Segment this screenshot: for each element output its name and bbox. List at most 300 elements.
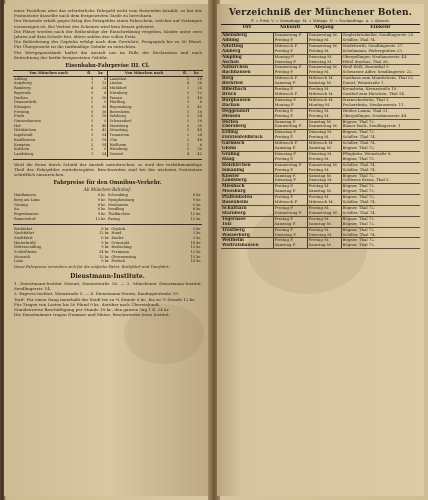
table-cell: 12 kr. bbox=[95, 216, 106, 221]
dienst-line: Tarif: Für einen Gang innerhalb der Stadt bis zu ¼ Stunde 6 kr., bis zu ½ Stunde 12 kr. bbox=[14, 296, 196, 302]
table-cell: Schiller, Thal 74. bbox=[342, 140, 376, 146]
table-cell: Dachau bbox=[221, 103, 273, 108]
table-cell: 48 bbox=[197, 95, 202, 100]
table-cell: Passau bbox=[108, 96, 180, 101]
table-cell: Donnerstag F. bbox=[273, 211, 307, 216]
table-cell: Dienstag M. bbox=[307, 54, 341, 59]
table-cell: Freitag F. bbox=[273, 206, 307, 211]
table-cell: Bernried bbox=[221, 81, 273, 86]
table-cell: Grafing bbox=[221, 151, 273, 156]
table-cell: Hôtel Stachus, Thal 28. bbox=[341, 60, 420, 65]
table-cell: Hund bbox=[111, 231, 122, 236]
table-cell: Samstag M. bbox=[307, 173, 341, 178]
table-cell: Mittersendling bbox=[14, 245, 42, 250]
table-cell: Erding bbox=[221, 130, 273, 135]
table-cell: Bachhausen bbox=[221, 70, 273, 75]
table-cell: Schiller, Thal 74. bbox=[341, 233, 420, 238]
table-cell: 2 bbox=[91, 100, 94, 105]
table-cell: Samstag F. bbox=[273, 119, 307, 124]
table-cell: 3 bbox=[91, 114, 94, 119]
table-cell: Mittwoch M. bbox=[307, 141, 341, 146]
table-cell: Donnerstag M. bbox=[307, 162, 341, 167]
table-cell: Bögner, Thal 72. bbox=[341, 243, 420, 248]
fares-title: Eisenbahn-Fahrpreise III. Cl. bbox=[65, 63, 150, 70]
table-cell: Lindau bbox=[108, 81, 180, 86]
divider bbox=[13, 159, 202, 160]
table-row bbox=[13, 217, 202, 222]
divider bbox=[13, 224, 202, 225]
table-cell: Landshut bbox=[108, 76, 180, 81]
table-cell: Dienstag F. bbox=[273, 178, 307, 183]
table-body bbox=[221, 33, 420, 249]
table-cell: Freitag M. bbox=[307, 227, 341, 232]
table-cell: 9 kr. bbox=[192, 198, 201, 202]
table-cell: Thalkirchen bbox=[107, 212, 130, 217]
table-cell: Ulm bbox=[108, 138, 180, 143]
table-cell: Dorfen bbox=[221, 119, 273, 124]
table-cell: 48 bbox=[197, 137, 202, 142]
table-cell: 6 kr. bbox=[97, 193, 106, 198]
table-cell: Schuhmann, Färbergraben 23. bbox=[341, 49, 420, 54]
table-cell: 18 kr. bbox=[190, 259, 201, 264]
table-cell: Schiller, Thal 74. bbox=[341, 211, 420, 216]
table-cell: 9 kr. bbox=[101, 245, 110, 250]
fares-header-cell: kr. bbox=[190, 71, 203, 77]
table-cell: Mittwoch M. bbox=[307, 76, 341, 81]
table-cell: Freitag F. bbox=[273, 238, 307, 243]
table-cell: Wolfratshausen bbox=[221, 243, 273, 248]
table-cell: Schiller, Thal 74. bbox=[341, 135, 420, 140]
table-cell: 0 bbox=[91, 95, 94, 100]
table-cell: Neuhausen bbox=[107, 202, 129, 207]
table-cell: Oberpollinger, Neuhauserstr. 44. bbox=[341, 114, 420, 119]
table-cell: Samstag F. bbox=[273, 222, 307, 227]
table-cell: Dienstag M. bbox=[307, 130, 341, 135]
table-cell: 1 bbox=[91, 133, 94, 138]
table-cell: Freitag M. bbox=[307, 195, 341, 200]
table-cell: 6 bbox=[104, 90, 107, 95]
table-cell: Oberpollinger, Neuhauserstr. 44. bbox=[342, 54, 408, 59]
column-header: Ankunft bbox=[273, 25, 307, 33]
table-cell: 48 bbox=[101, 123, 107, 128]
dienst-title: Dienstmann-Institute. bbox=[70, 272, 145, 280]
table-cell: 9 kr. bbox=[97, 198, 106, 202]
second-table bbox=[13, 227, 202, 265]
table-cell: Landsberg bbox=[221, 178, 273, 183]
table-cell: Samstag M. bbox=[307, 189, 341, 194]
table-cell: Biberbach bbox=[221, 87, 273, 92]
table-cell: Freitag M. bbox=[307, 70, 341, 75]
table-cell: Trostberg bbox=[221, 227, 273, 232]
table-cell: Dienstag F. bbox=[273, 97, 307, 102]
table-cell: 18 bbox=[197, 119, 202, 124]
table-cell: Bögner, Thal 72. bbox=[342, 227, 375, 232]
table-cell: Samstag M. bbox=[307, 81, 341, 86]
table-cell: Traunstein bbox=[108, 133, 180, 138]
table-cell: Glonn bbox=[221, 146, 273, 151]
table-cell: Weilheim bbox=[221, 238, 273, 243]
table-row bbox=[221, 243, 420, 248]
table-cell: 3 bbox=[91, 119, 94, 124]
table-cell: 12 kr. bbox=[190, 250, 201, 255]
table-cell: 18 bbox=[101, 137, 107, 142]
table-row bbox=[13, 152, 203, 157]
table-cell: Bögner, Thal 72. bbox=[341, 157, 420, 162]
table-cell: 1 bbox=[91, 76, 94, 81]
table-cell: Rückfahrt bbox=[14, 226, 33, 231]
table-cell: 6 bbox=[104, 76, 107, 81]
table-cell: Schiller, Thal 74. bbox=[341, 38, 420, 43]
table-cell: 6 bbox=[199, 142, 202, 147]
table-cell: 2 bbox=[186, 114, 190, 119]
table-cell: 12 bbox=[197, 90, 202, 95]
table-cell: Augsburg bbox=[14, 81, 32, 86]
table-cell: 9 kr. bbox=[101, 259, 110, 264]
table-cell: Donnerstag F. bbox=[273, 124, 307, 129]
table-cell: Pfaffenhofen bbox=[221, 195, 273, 200]
table-cell: Zieglerbräukeller, Sendlingerstr. 25. bbox=[342, 32, 415, 37]
table-cell: 54 bbox=[101, 142, 107, 147]
table-cell: Laim bbox=[14, 259, 24, 264]
omnibus-subtitle: Ab München-Bahnhof: bbox=[83, 187, 132, 193]
table-cell: Dienstag F. bbox=[273, 151, 307, 156]
fares-table bbox=[13, 70, 203, 157]
table-cell: 3 bbox=[91, 104, 94, 109]
table-cell: 24 bbox=[197, 133, 202, 138]
table-cell: Ebersberg bbox=[221, 124, 273, 129]
table-cell: Haidhausen bbox=[14, 193, 36, 198]
table-cell: 6 kr. bbox=[97, 202, 106, 207]
table-cell: 36 bbox=[197, 81, 202, 86]
dienst-text bbox=[4, 281, 211, 317]
table-cell: Mühldorf bbox=[108, 86, 180, 91]
table-cell: Giesing bbox=[14, 202, 28, 207]
table-cell: Mittwoch F. bbox=[273, 43, 307, 48]
table-cell: Samstag M. bbox=[307, 146, 341, 151]
table-cell: Grünwald bbox=[111, 240, 130, 245]
table-cell: Nachtfahrt bbox=[14, 231, 35, 236]
table-cell: Bögner, Thal 72. bbox=[341, 189, 420, 194]
table-cell: 0 bbox=[104, 147, 107, 152]
table-cell: Donisl, Weinstraße 1. bbox=[341, 81, 420, 86]
table-cell: Freising bbox=[14, 109, 30, 114]
table-cell: Donnerstag F. bbox=[273, 162, 307, 167]
table-cell: Gepäck bbox=[111, 226, 125, 231]
table-cell: Bögner, Thal 72. bbox=[342, 216, 375, 221]
table-cell: Schwandorf bbox=[108, 119, 180, 124]
table-cell: 24 bbox=[101, 151, 107, 156]
dienst-line: 1. Dienstmann-Institut Ostend, Dienerstraße 26. — 2. Münchener Dienstmann-Institut, Sendlingerstr. 14. bbox=[14, 280, 202, 292]
table-cell: Donnerstag M. bbox=[307, 65, 341, 70]
table-cell: Amberg bbox=[221, 49, 273, 54]
fares-header-cell: kr. bbox=[94, 71, 108, 77]
table-cell: Altötting bbox=[221, 43, 273, 48]
table-cell: Montag F. bbox=[273, 54, 307, 59]
table-cell: Abensberg bbox=[221, 33, 273, 38]
table-cell: 54 bbox=[197, 114, 202, 119]
table-cell: Dienstag M. bbox=[307, 60, 341, 65]
table-cell: Freitag F. bbox=[273, 168, 307, 173]
table-cell: Freitag F. bbox=[273, 135, 307, 140]
table-cell: Bögner, Thal 72. bbox=[342, 119, 375, 124]
table-cell: Perlach bbox=[111, 259, 126, 264]
table-cell: 4 bbox=[186, 81, 190, 86]
table-cell: Kreuzbräu, Kreuzstraße 10. bbox=[342, 86, 398, 92]
table-cell: Freitag M. bbox=[307, 206, 341, 211]
table-cell: 12 bbox=[101, 81, 107, 86]
table-cell: 6 kr. bbox=[192, 202, 201, 207]
table-cell: Mittwoch M. bbox=[307, 92, 341, 97]
fares-header-cell: Von München nach bbox=[13, 71, 84, 77]
table-cell: Sterneckerbräu, Thal 3. bbox=[342, 97, 390, 102]
table-cell: 12 kr. bbox=[190, 212, 201, 217]
table-cell: Weilheim bbox=[108, 143, 180, 148]
table-cell: Freitag M. bbox=[307, 238, 341, 243]
table-cell: Erlangen bbox=[14, 104, 31, 109]
intro-paragraph: Die Plätze werden nach der Reihenfolge der Einschreibung vergeben, Kinder unter zwei Jahren auf dem Schoße frei, ältere zahlen den vollen Preis. bbox=[14, 28, 202, 40]
fares-header-cell: Von München nach bbox=[108, 71, 180, 77]
column-header: Ort bbox=[221, 25, 273, 33]
table-cell: Gunzenhausen bbox=[14, 119, 41, 124]
table-cell: 4 bbox=[186, 151, 190, 156]
table-cell: Freitag F. bbox=[273, 184, 307, 189]
table-cell: Bögner, Thal 72. bbox=[341, 146, 420, 151]
table-cell: Bamberg bbox=[14, 86, 31, 91]
table-cell: Freitag F. bbox=[273, 108, 307, 113]
table-cell: Wasserburg bbox=[221, 233, 273, 238]
table-cell: Freitag M. bbox=[307, 157, 341, 162]
table-cell: Holzkirchen bbox=[221, 162, 273, 167]
table-cell: Fürth bbox=[14, 114, 25, 119]
table-cell: 30 bbox=[101, 104, 107, 109]
table-cell: 2 bbox=[186, 133, 190, 138]
table-cell: Würzburg bbox=[108, 147, 180, 152]
messenger-table bbox=[221, 24, 420, 249]
table-cell: Donnerstag M. bbox=[307, 124, 341, 129]
table-cell: 12 kr. bbox=[99, 254, 110, 259]
table-cell: Schäftlarn bbox=[221, 206, 273, 211]
table-cell: 6 kr. bbox=[101, 235, 110, 240]
table-cell: 12 kr. bbox=[99, 231, 110, 236]
dienst-line: Stundenweise Beschäftigung per Stunde 18 kr., den ganzen Tag 1 fl. 24 kr. bbox=[14, 306, 170, 312]
table-cell: Samstag M. bbox=[307, 243, 341, 248]
table-cell: Harlaching bbox=[111, 245, 132, 250]
table-cell: 12 kr. bbox=[190, 245, 201, 250]
extra-paragraph: Wird die Reise durch Schuld der Anstalt unterbrochen, so wird der verhältnismäßige Theil des Fahrgeldes zurückvergütet. Beschwerden sind bei der nächsten Poststation schriftlich einzureichen. bbox=[14, 161, 202, 178]
omnibus-note: Diese Fahrpreise verstehen sich für die einfache Fahrt, Rückfahrt und Tourfahrt. bbox=[14, 264, 170, 270]
table-cell: 48 bbox=[197, 128, 202, 133]
table-cell: Bayreuth bbox=[14, 90, 31, 95]
table-cell: 4 bbox=[91, 86, 94, 91]
table-cell: Bögner, Thal 72. bbox=[342, 237, 375, 243]
table-cell: Samstag M. bbox=[307, 119, 341, 124]
table-cell: Montag M. bbox=[307, 103, 341, 108]
table-cell: Bögner, Thal 72. bbox=[342, 205, 375, 210]
table-cell: Ampfing bbox=[221, 54, 273, 59]
table-cell: Freitag M. bbox=[307, 135, 341, 140]
table-cell: Samstag F. bbox=[273, 173, 307, 178]
table-cell: 1 bbox=[186, 109, 190, 114]
table-cell: Bögner, Thal 72. bbox=[342, 183, 375, 189]
table-cell: Bögner, Thal 72. bbox=[342, 129, 375, 135]
table-cell: Kempten bbox=[14, 142, 31, 147]
table-cell: Donnerstag F. bbox=[273, 33, 307, 38]
table-cell: Bögner, Thal 72. bbox=[342, 194, 375, 200]
right-page bbox=[217, 4, 424, 496]
table-cell: 5 bbox=[91, 90, 94, 95]
table-cell: Kufstein bbox=[14, 147, 30, 152]
fares-header-cell: fl. bbox=[180, 71, 190, 77]
table-cell: Gasthof zum Hirschen, Thal 14. bbox=[341, 92, 420, 97]
table-cell: Samstag F. bbox=[273, 243, 307, 248]
table-cell: 2 bbox=[186, 104, 190, 109]
table-cell: 24 kr. bbox=[99, 250, 110, 255]
table-cell: Moosburg bbox=[221, 189, 273, 194]
table-cell: Donauwörth bbox=[14, 100, 37, 105]
table-cell: Montag F. bbox=[273, 103, 307, 108]
table-cell: Obermenzing bbox=[111, 254, 136, 259]
table-cell: 36 bbox=[101, 109, 107, 114]
time-legend: F. = Früh. V. = Vormittags. M. = Mittags. N. = Nachmittags. A. = Abends. bbox=[251, 19, 390, 23]
table-cell: Samstag F. bbox=[273, 81, 307, 86]
table-cell: Starnberg bbox=[221, 211, 273, 216]
table-cell: Plattling bbox=[108, 100, 180, 105]
dienst-line: Für Tragen von Lasten bis 50 Pfund 9 kr., darüber nach Übereinkunft. bbox=[14, 301, 161, 307]
table-cell: Mittwoch F. bbox=[273, 76, 307, 81]
table-cell: Schwarzer Adler, Sendlingerstr. 22. bbox=[341, 70, 420, 75]
table-cell: 18 bbox=[101, 114, 107, 119]
table-cell: Freitag F. bbox=[273, 87, 307, 92]
table-cell: Straubing bbox=[108, 128, 180, 133]
table-cell: Dienstag M. bbox=[307, 151, 341, 156]
table-cell: 24 bbox=[197, 86, 202, 91]
table-cell: Nymphenburg bbox=[107, 198, 135, 202]
omnibus-title: Fahrpreise für den Omnibus-Verkehr. bbox=[53, 180, 162, 187]
table-cell: Schleißheim bbox=[14, 250, 37, 255]
column-header: Einkehr bbox=[341, 25, 420, 33]
table-cell: Aibling bbox=[221, 38, 273, 43]
table-cell: Au bbox=[14, 207, 19, 212]
table-cell: 6 kr. bbox=[101, 226, 110, 231]
table-cell: 5 bbox=[91, 123, 94, 128]
table-cell: Dachau bbox=[14, 95, 28, 100]
table-cell: 6 kr. bbox=[192, 207, 201, 212]
table-cell: Freitag F. bbox=[273, 227, 307, 232]
table-cell: Starnberg bbox=[108, 124, 180, 129]
table-cell: Schiller, Thal 74. bbox=[342, 162, 376, 167]
table-cell: Sendling bbox=[107, 207, 124, 212]
table-cell: Holzkirchen bbox=[14, 128, 37, 133]
table-cell: 6 kr. bbox=[192, 193, 201, 198]
table-cell: Schiller, Thal 74. bbox=[341, 168, 420, 173]
table-cell: Diessen bbox=[221, 114, 273, 119]
table-cell: 0 bbox=[91, 128, 94, 133]
table-cell: Donnerstag M. bbox=[307, 33, 341, 38]
table-cell: Hof bbox=[14, 123, 21, 128]
table-cell: 6 bbox=[199, 100, 202, 105]
table-cell: 42 bbox=[101, 128, 107, 133]
table-cell: Mittwoch F. bbox=[273, 141, 307, 146]
table-cell: 42 bbox=[197, 104, 202, 109]
table-cell: Ramersdorf bbox=[14, 216, 36, 221]
table-cell: 30 bbox=[197, 123, 202, 128]
table-cell: 6 kr. bbox=[97, 207, 106, 212]
table-cell: Freitag M. bbox=[307, 108, 341, 113]
table-cell: Aschau bbox=[221, 60, 273, 65]
table-cell: Donnerstag F. bbox=[273, 65, 307, 70]
intro-text bbox=[4, 8, 211, 60]
table-cell: Freitag M. bbox=[307, 114, 341, 119]
table-cell: 42 bbox=[197, 151, 202, 156]
table-cell: Goldenes Kreuz, Thal 5. bbox=[341, 178, 420, 183]
table-cell: 1 bbox=[186, 86, 190, 91]
table-cell: Kinder bbox=[111, 235, 124, 240]
table-cell: Mittwoch M. bbox=[307, 97, 341, 102]
table-cell: Pflugbräu, Weinstraße 8. bbox=[342, 151, 392, 156]
table-cell: Garmisch bbox=[221, 141, 273, 146]
table-cell: Samstag F. bbox=[273, 189, 307, 194]
table-cell: Freitag M. bbox=[307, 38, 341, 43]
table-cell: Freitag F. bbox=[273, 157, 307, 162]
table-cell: Freitag F. bbox=[273, 70, 307, 75]
fares-header-cell: fl. bbox=[84, 71, 94, 77]
table-cell: 15 kr. bbox=[190, 216, 201, 221]
table-cell: Zwiesel bbox=[108, 152, 180, 157]
table-cell: Rosenheim bbox=[108, 110, 180, 115]
intro-paragraph: Für Wertgegenstände haftet die Anstalt nur im Falle der Declaration und nach Entrichtung der hiefür festgesetzten Gebühr. bbox=[14, 49, 202, 60]
table-cell: Bögner, Thal 72. bbox=[341, 222, 420, 227]
table-cell: 18 bbox=[197, 76, 202, 81]
table-cell: Regensburg bbox=[108, 105, 180, 110]
table-cell: 15 kr. bbox=[190, 254, 201, 259]
table-cell: Kloster bbox=[221, 173, 273, 178]
table-cell: Gasthaus zum Mondschein, Thal 52. bbox=[342, 75, 415, 81]
table-cell: 0 bbox=[104, 100, 107, 105]
page-title: Verzeichniß der Münchener Boten. bbox=[228, 8, 413, 18]
table-cell: 1 bbox=[91, 81, 94, 86]
table-cell: Fürstenfeldbruck bbox=[221, 135, 273, 140]
table-cell: 3 kr. bbox=[192, 226, 201, 231]
table-cell: 1 bbox=[186, 76, 190, 81]
table-cell: Mittwoch F. bbox=[273, 200, 307, 205]
intro-paragraph: Die Beförderung des Gepäcks erfolgt nach dem Gewichte; Freigepäck bis zu 30 Pfund. Für Übergewicht ist die tarifmäßige Gebühr zu entrichten. bbox=[14, 39, 202, 50]
table-cell: Samstag M. bbox=[307, 222, 341, 227]
table-cell: 0 bbox=[91, 109, 94, 114]
table-cell: 9 kr. bbox=[97, 212, 106, 217]
table-cell: Freitag F. bbox=[273, 216, 307, 221]
table-cell: Stadtfahrt bbox=[14, 235, 33, 240]
dienst-line: 3. Express-Institut, Weinstraße 5. — 4. Dienstmann-Verein, Kaufingerstraße 19. bbox=[14, 291, 180, 297]
table-cell: Tölz bbox=[221, 222, 273, 227]
table-cell: Dienstag F. bbox=[273, 233, 307, 238]
intro-paragraph: Der Reisende erhält gegen Erlag des Fahrgeldes einen Fahrschein, welcher auf Verlangen vorzuzeigen ist. Bei Verlust des Scheines wird kein Ersatz geleistet. bbox=[14, 18, 202, 29]
table-cell: 3 kr. bbox=[192, 235, 201, 240]
table-cell: Weiß Rößl, Rosenthal 9. bbox=[342, 64, 390, 70]
table-cell: Dienstag M. bbox=[307, 233, 341, 238]
table-cell: Pasing bbox=[107, 216, 120, 221]
table-cell: 2 bbox=[186, 137, 190, 142]
table-cell: 24 bbox=[101, 86, 107, 91]
table-cell: 30 bbox=[197, 147, 202, 152]
table-cell: 5 bbox=[186, 147, 190, 152]
table-cell: Schwabing bbox=[107, 193, 128, 198]
table-cell: Bogenhausen bbox=[14, 212, 39, 217]
column-header: Abgang bbox=[307, 25, 341, 33]
table-cell: Burghausen bbox=[221, 97, 273, 102]
table-cell: Freitag M. bbox=[307, 87, 341, 92]
table-cell: Hinterbrühl bbox=[14, 240, 36, 245]
table-cell: Mittwoch F. bbox=[273, 92, 307, 97]
